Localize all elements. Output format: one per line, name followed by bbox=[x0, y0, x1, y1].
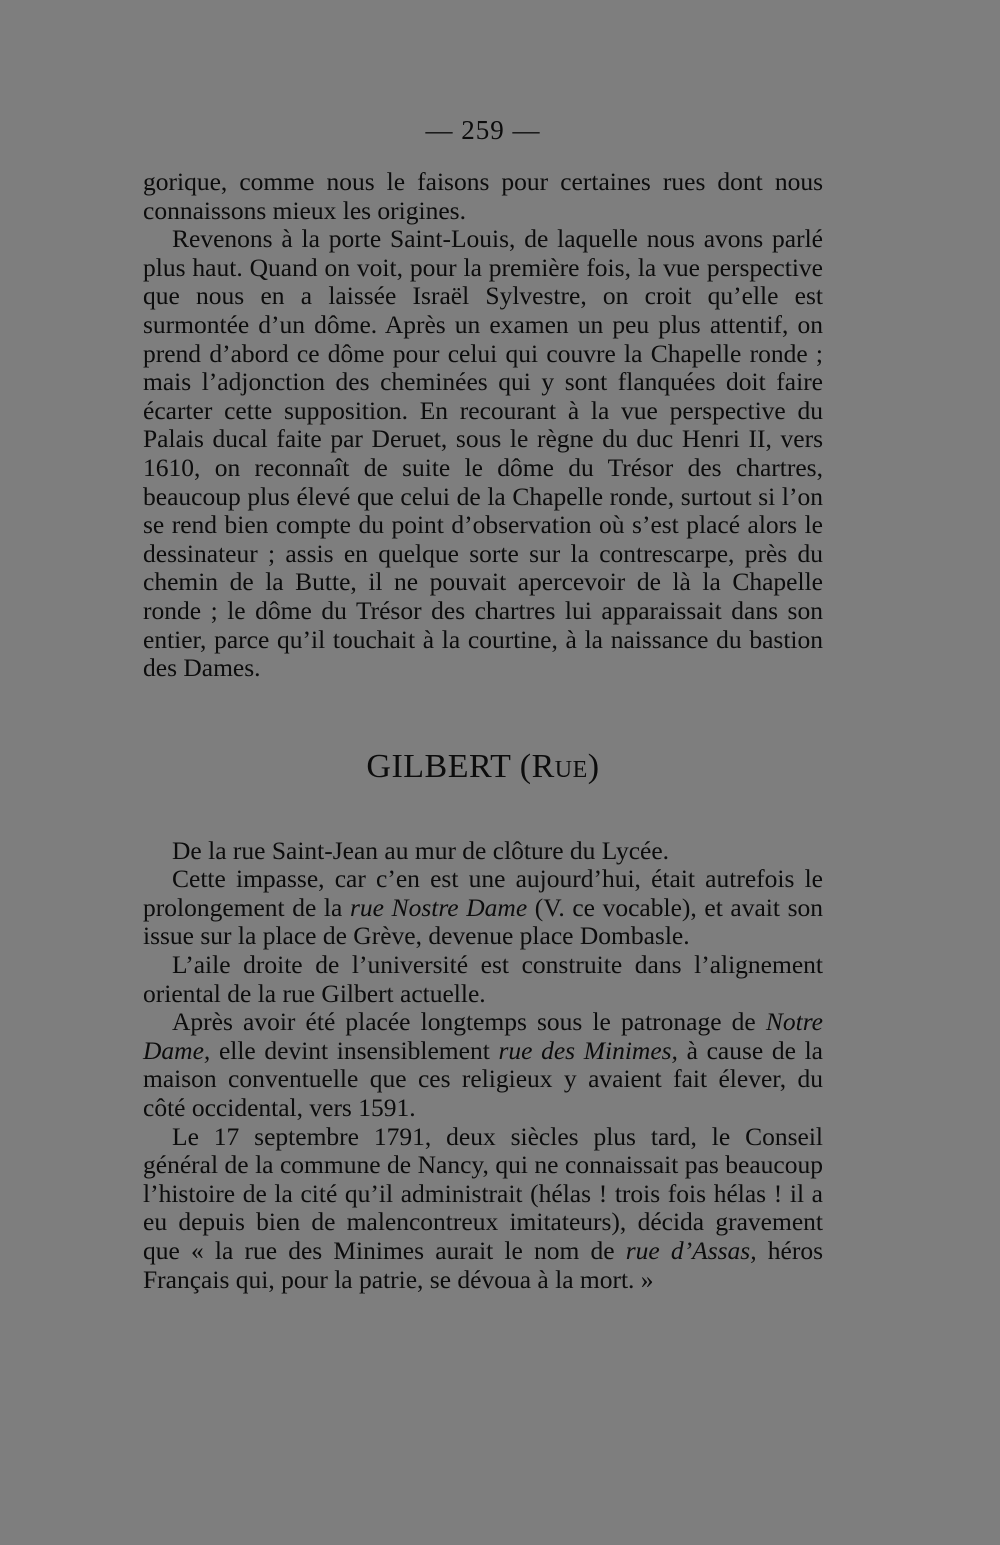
italic-street-name: Notre Dame, bbox=[143, 1007, 823, 1065]
paragraph-porte-saint-louis: Revenons à la porte Saint-Louis, de laquelle nous avons parlé plus haut. Quand on voit, pour la première fois, la vue perspective que nous en a laissée Israël Sylvestre, on croit qu’elle est surmontée d’un dôme. Après un examen un peu plus attentif, on prend d’abord ce dôme pour celui qui couvre la Chapelle ronde ; mais l’adjonction des cheminées qui y sont flanquées doit faire écarter cette supposition. En recourant à la vue perspective du Palais ducal faite par Deruet, sous le règne du duc Henri II, vers 1610, on reconnaît de suite le dôme du Trésor des chartres, beaucoup plus élevé que celui de la Chapelle ronde, surtout si l’on se rend bien compte du point d’observation où s’est placé alors le dessinateur ; assis en quelque sorte sur la contrescarpe, près du chemin de la Butte, il ne pouvait apercevoir de là la Chapelle ronde ; le dôme du Trésor des chartres lui apparaissait dans son entier, parce qu’il touchait à la courtine, à la naissance du bastion des Dames. bbox=[143, 224, 823, 683]
paragraph-impasse bbox=[143, 865, 823, 951]
italic-street-name: rue d’Assas, bbox=[625, 1236, 757, 1265]
gilbert-section bbox=[143, 837, 823, 1295]
italic-street-name: rue Nostre Dame bbox=[349, 892, 528, 922]
page-number: — 259 — bbox=[425, 115, 541, 145]
italic-street-name: rue des Minimes, bbox=[498, 1035, 678, 1065]
paragraph-universite: L’aile droite de l’université est construite dans l’alignement oriental de la rue Gilbert actuelle. bbox=[143, 950, 823, 1008]
text-run: elle devint insensiblement bbox=[210, 1035, 499, 1065]
text-run: Cette impasse, car c’en est une aujourd’hui, était autrefois le prolongement de la bbox=[143, 864, 823, 922]
text-run: Le 17 septembre 1791, deux siècles plus tard, le Conseil général de la commune de Nancy, qui ne connaissait pas beaucoup l’histoire de la cité qu’il administrait (hélas ! trois fois hélas ! il a eu depuis bien de malencontreux imitateurs), décida gravement que « la rue des Minimes aurait le nom de bbox=[143, 1121, 823, 1265]
paragraph-assas bbox=[143, 1123, 823, 1295]
text-run: (V. ce vocable), et avait son issue sur la place de Grève, devenue place Dombasle. bbox=[143, 892, 823, 951]
book-page bbox=[143, 110, 823, 1294]
text-run: à cause de la maison conventuelle que ces religieux y avaient fait élever, du côté occidental, vers 1591. bbox=[143, 1035, 823, 1123]
heading-qualifier: (Rue) bbox=[519, 747, 600, 785]
section-heading bbox=[143, 747, 823, 787]
paragraph-minimes bbox=[143, 1008, 823, 1122]
paragraph-location: De la rue Saint-Jean au mur de clôture du Lycée. bbox=[172, 835, 670, 865]
paragraph-continuation: gorique, comme nous le faisons pour certaines rues dont nous connaissons mieux les origines. bbox=[143, 167, 823, 225]
text-run: héros Français qui, pour la patrie, se dévoua à la mort. » bbox=[143, 1236, 823, 1294]
text-run: Après avoir été placée longtemps sous le patronage de bbox=[172, 1007, 766, 1037]
heading-name: GILBERT bbox=[366, 747, 511, 785]
